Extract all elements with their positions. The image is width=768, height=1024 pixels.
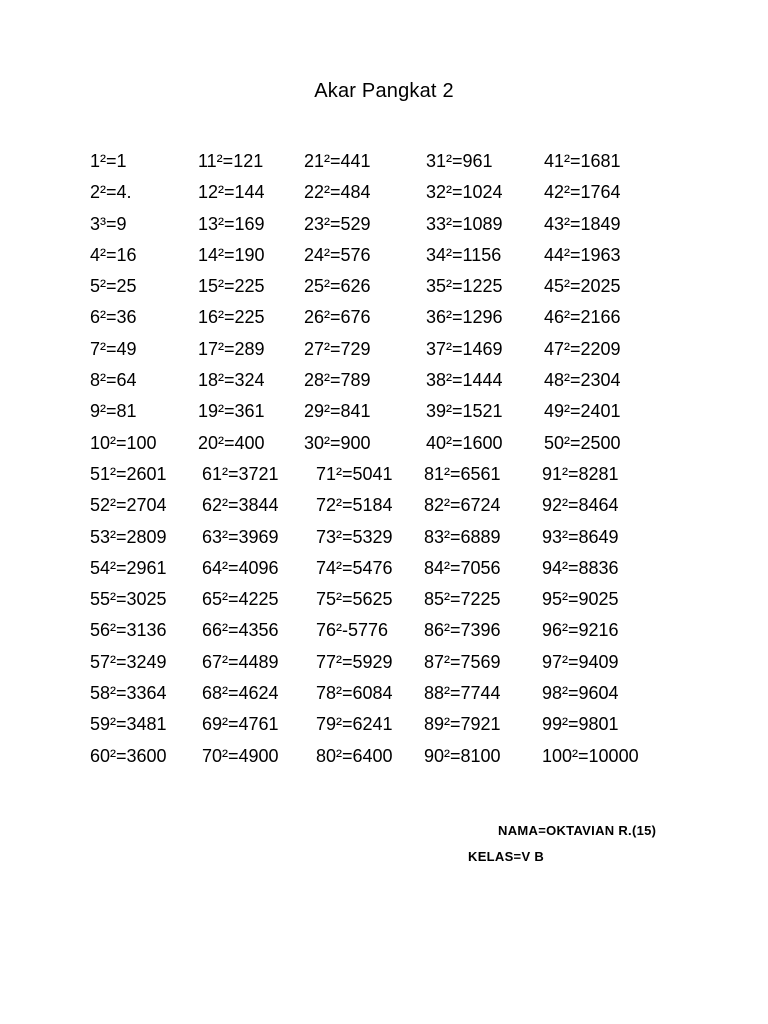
- table-cell: 64²=4096: [202, 557, 279, 578]
- table-cell: 22²=484: [304, 182, 371, 203]
- table-row: [90, 396, 710, 427]
- table-cell: 72²=5184: [316, 495, 393, 516]
- table-cell: 51²=2601: [90, 463, 167, 484]
- table-row: [90, 459, 710, 490]
- table-cell: 17²=289: [198, 338, 265, 359]
- table-cell: 47²=2209: [544, 338, 621, 359]
- table-cell: 8²=64: [90, 370, 137, 391]
- table-cell: 33²=1089: [426, 213, 503, 234]
- table-row: [90, 678, 710, 709]
- table-cell: 39²=1521: [426, 401, 503, 422]
- table-cell: 34²=1156: [426, 244, 502, 265]
- table-cell: 13²=169: [198, 213, 265, 234]
- table-cell: 41²=1681: [544, 151, 621, 171]
- table-cell: 73²=5329: [316, 526, 393, 547]
- table-cell: 90²=8100: [424, 745, 501, 766]
- table-cell: 18²=324: [198, 370, 265, 391]
- table-cell: 11²=121: [198, 151, 264, 171]
- table-cell: 96²=9216: [542, 620, 619, 641]
- table-row: [90, 584, 710, 615]
- table-cell: 21²=441: [304, 151, 371, 171]
- table-cell: 63²=3969: [202, 526, 279, 547]
- table-cell: 88²=7744: [424, 683, 501, 704]
- table-cell: 32²=1024: [426, 182, 503, 203]
- table-cell: 40²=1600: [426, 432, 503, 453]
- table-cell: 45²=2025: [544, 276, 621, 297]
- table-row: [90, 428, 710, 459]
- table-cell: 70²=4900: [202, 745, 279, 766]
- table-row: [90, 647, 710, 678]
- table-cell: 15²=225: [198, 276, 265, 297]
- table-cell: 9²=81: [90, 401, 137, 422]
- table-cell: 30²=900: [304, 432, 371, 453]
- table-cell: 26²=676: [304, 307, 371, 328]
- table-cell: 65²=4225: [202, 589, 279, 610]
- table-row: [90, 146, 710, 177]
- table-cell: 69²=4761: [202, 714, 279, 735]
- table-cell: 97²=9409: [542, 651, 619, 672]
- table-cell: 76²-5776: [316, 620, 389, 641]
- student-class: KELAS=V B: [468, 849, 545, 864]
- table-cell: 58²=3364: [90, 683, 167, 704]
- table-cell: 86²=7396: [424, 620, 501, 641]
- table-cell: 28²=789: [304, 370, 371, 391]
- table-cell: 2²=4.: [90, 182, 132, 203]
- table-cell: 60²=3600: [90, 745, 167, 766]
- table-cell: 59²=3481: [90, 714, 167, 735]
- table-cell: 25²=626: [304, 276, 371, 297]
- table-cell: 19²=361: [198, 401, 265, 422]
- table-cell: 61²=3721: [202, 463, 279, 484]
- table-cell: 36²=1296: [426, 307, 503, 328]
- table-cell: 77²=5929: [316, 651, 393, 672]
- table-row: [90, 553, 710, 584]
- table-row: [90, 177, 710, 208]
- table-cell: 74²=5476: [316, 557, 393, 578]
- table-cell: 44²=1963: [544, 244, 621, 265]
- table-row: [90, 365, 710, 396]
- table-cell: 80²=6400: [316, 745, 393, 766]
- page-title: Akar Pangkat 2: [314, 80, 454, 102]
- table-cell: 1²=1: [90, 151, 127, 171]
- table-cell: 57²=3249: [90, 651, 167, 672]
- table-cell: 10²=100: [90, 432, 157, 453]
- table-cell: 92²=8464: [542, 495, 619, 516]
- table-cell: 95²=9025: [542, 589, 619, 610]
- table-cell: 55²=3025: [90, 589, 167, 610]
- table-cell: 82²=6724: [424, 495, 501, 516]
- table-cell: 52²=2704: [90, 495, 167, 516]
- table-row: [90, 741, 710, 772]
- table-row: [90, 240, 710, 271]
- squares-table: [90, 146, 710, 772]
- table-cell: 62²=3844: [202, 495, 279, 516]
- table-cell: 23²=529: [304, 213, 371, 234]
- table-cell: 71²=5041: [316, 463, 393, 484]
- table-cell: 100²=10000: [542, 745, 639, 766]
- table-cell: 16²=225: [198, 307, 265, 328]
- table-cell: 37²=1469: [426, 338, 503, 359]
- table-cell: 83²=6889: [424, 526, 501, 547]
- table-cell: 38²=1444: [426, 370, 503, 391]
- table-cell: 94²=8836: [542, 557, 619, 578]
- table-cell: 79²=6241: [316, 714, 393, 735]
- table-cell: 75²=5625: [316, 589, 393, 610]
- table-row: [90, 334, 710, 365]
- student-name: NAMA=OKTAVIAN R.(15): [498, 823, 657, 838]
- table-cell: 4²=16: [90, 244, 137, 265]
- table-cell: 20²=400: [198, 432, 265, 453]
- table-cell: 78²=6084: [316, 683, 393, 704]
- table-cell: 35²=1225: [426, 276, 503, 297]
- table-cell: 29²=841: [304, 401, 371, 422]
- table-cell: 42²=1764: [544, 182, 621, 203]
- table-cell: 54²=2961: [90, 557, 167, 578]
- table-cell: 5²=25: [90, 276, 137, 297]
- table-cell: 27²=729: [304, 338, 371, 359]
- table-cell: 98²=9604: [542, 683, 619, 704]
- table-cell: 87²=7569: [424, 651, 501, 672]
- table-cell: 56²=3136: [90, 620, 167, 641]
- table-row: [90, 522, 710, 553]
- table-cell: 67²=4489: [202, 651, 279, 672]
- table-cell: 24²=576: [304, 244, 371, 265]
- table-cell: 85²=7225: [424, 589, 501, 610]
- table-cell: 12²=144: [198, 182, 265, 203]
- table-cell: 68²=4624: [202, 683, 279, 704]
- table-cell: 6²=36: [90, 307, 137, 328]
- table-cell: 81²=6561: [424, 463, 501, 484]
- table-cell: 43²=1849: [544, 213, 621, 234]
- table-cell: 50²=2500: [544, 432, 621, 453]
- table-cell: 93²=8649: [542, 526, 619, 547]
- table-cell: 3³=9: [90, 213, 127, 234]
- table-cell: 49²=2401: [544, 401, 621, 422]
- table-cell: 7²=49: [90, 338, 137, 359]
- table-row: [90, 709, 710, 740]
- table-row: [90, 209, 710, 240]
- table-row: [90, 302, 710, 333]
- table-cell: 99²=9801: [542, 714, 619, 735]
- table-row: [90, 615, 710, 646]
- table-row: [90, 271, 710, 302]
- table-row: [90, 490, 710, 521]
- table-cell: 48²=2304: [544, 370, 621, 391]
- table-cell: 46²=2166: [544, 307, 621, 328]
- table-cell: 53²=2809: [90, 526, 167, 547]
- table-cell: 84²=7056: [424, 557, 501, 578]
- table-cell: 31²=961: [426, 151, 493, 171]
- table-cell: 66²=4356: [202, 620, 279, 641]
- table-cell: 91²=8281: [542, 463, 619, 484]
- table-cell: 14²=190: [198, 244, 265, 265]
- table-cell: 89²=7921: [424, 714, 501, 735]
